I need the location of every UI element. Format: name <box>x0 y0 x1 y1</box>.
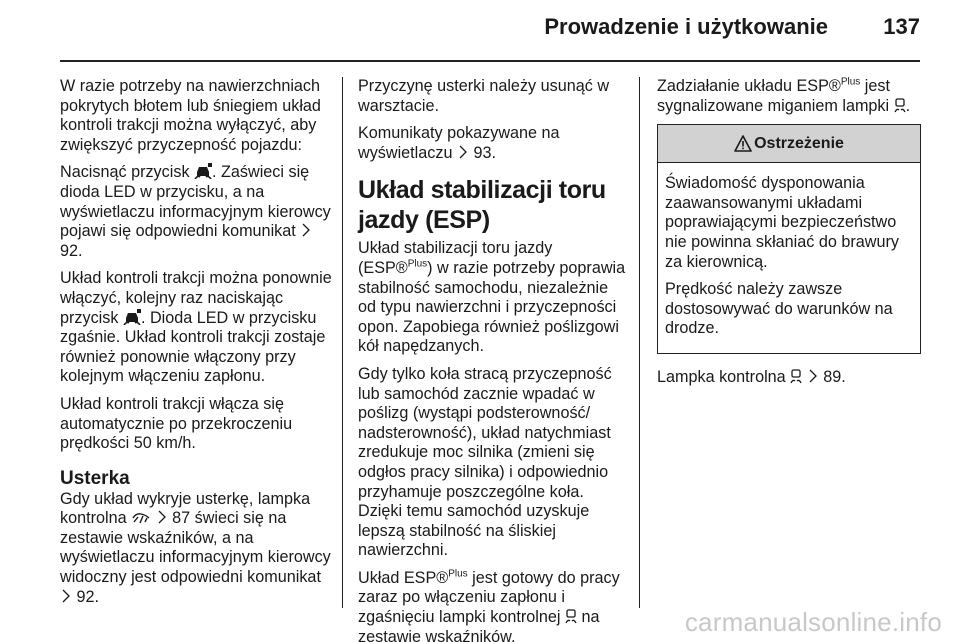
page-reference-arrow-icon <box>156 510 168 524</box>
text: Układ stabilizacji toru jazdy (ESP® <box>358 239 553 277</box>
warning-header <box>658 125 920 163</box>
traction-control-off-icon <box>194 163 212 179</box>
text: jest sygnalizowane miganiem lampki <box>657 77 894 115</box>
esp-lamp-icon <box>894 98 906 113</box>
paragraph <box>358 239 628 357</box>
watermark: carmanualsonline.info <box>684 607 942 637</box>
text: Lampka kontrolna <box>657 367 791 386</box>
warning-title: Ostrzeżenie <box>754 134 844 152</box>
warning-body <box>658 163 920 353</box>
paragraph <box>657 368 921 388</box>
text: Nacisnąć przycisk <box>60 163 195 182</box>
column-1 <box>60 77 332 615</box>
text: ) w razie potrzeby poprawia stabilność samochodu, niezależnie od typu nawierzchni i przyczepności opon. Zapobiega również poślizgowi kół napędzanych. <box>358 258 626 356</box>
paragraph <box>60 163 332 261</box>
superscript: Plus <box>407 258 428 270</box>
text: 87 świeci się na zestawie wskaźników, a na wyświetlaczu informacyjnym kierowcy widoczny jest odpowiedni komunikat <box>60 509 331 587</box>
paragraph: Układ kontroli trakcji włącza się automatycznie po przekroczeniu prędkości 50 km/h. <box>60 394 293 453</box>
column-3 <box>657 77 921 396</box>
superscript: Plus <box>840 76 861 88</box>
fault-heading: Usterka <box>60 467 130 489</box>
column-divider-2 <box>639 77 640 608</box>
traction-control-off-icon <box>123 309 141 325</box>
text: Układ ESP® <box>358 568 449 587</box>
column-divider-1 <box>342 77 343 608</box>
paragraph <box>60 490 332 608</box>
text: na zestawie wskaźników. <box>358 608 600 642</box>
text: . Dioda LED w przycisku zgaśnie. Układ kontroli trakcji zostaje również ponownie włączony przy kolejnym włączeniu zapłonu. <box>60 308 326 386</box>
page-reference-arrow-icon <box>807 369 819 383</box>
esp-lamp-icon <box>790 369 802 384</box>
section-heading: Układ stabilizacji toru jazdy (ESP) <box>358 176 606 235</box>
text: . <box>905 96 911 115</box>
header-title: Prowadzenie i użytkowanie <box>544 14 828 39</box>
paragraph <box>358 124 628 163</box>
text: Zadziałanie układu ESP® <box>657 77 841 95</box>
page-number: 137 <box>883 14 920 39</box>
warning-box <box>657 124 921 354</box>
text: Układ kontroli trakcji można ponownie włączyć, kolejny raz naciskając przycisk <box>60 269 332 327</box>
paragraph: W razie potrzeby na nawierzchniach pokrytych błotem lub śniegiem układ kontroli trakcji można wyłączyć, aby zwiększyć przyczepność pojazdu: <box>60 77 321 154</box>
page-reference[interactable]: 92. <box>76 587 100 606</box>
paragraph <box>358 569 628 642</box>
warning-triangle-icon <box>734 135 752 152</box>
paragraph: Prędkość należy zawsze dostosowywać do warunków na drodze. <box>665 280 893 338</box>
page-header <box>0 0 960 62</box>
esp-lamp-icon <box>565 609 577 624</box>
paragraph <box>657 77 921 116</box>
page-reference-arrow-icon <box>300 223 312 237</box>
paragraph: Świadomość dysponowania zaawansowanymi układami poprawiającymi bezpieczeństwo nie powinna skłaniać do brawury za kierownicą. <box>665 174 899 271</box>
page-reference[interactable]: 93. <box>473 143 496 162</box>
header-rule <box>60 60 920 62</box>
paragraph: Przyczynę usterki należy usunąć w warsztacie. <box>358 77 610 115</box>
page-reference[interactable]: 92. <box>60 241 83 260</box>
page-reference[interactable]: 89. <box>823 367 846 386</box>
superscript: Plus <box>448 568 468 580</box>
page-reference-arrow-icon <box>457 145 469 159</box>
paragraph: Gdy tylko koła stracą przyczepność lub samochód zacznie wpadać w poślizg (wystąpi podsterowność/ nadsterowność), układ natychmiast zredukuje moc silnika (zmieni się odgłos pracy silnika) i odpowiednio przyhamuje poszczególne koła. Dzięki temu samochód uzyskuje lepszą stabilność na śliskiej nawierzchni. <box>358 364 612 560</box>
paragraph <box>60 269 332 387</box>
page-reference-arrow-icon <box>60 589 72 603</box>
text: jest gotowy do pracy zaraz po włączeniu zapłonu i zgaśnięciu lampki kontrolnej <box>358 568 620 627</box>
text: Komunikaty pokazywane na wyświetlaczu <box>358 124 560 162</box>
traction-control-warning-icon <box>131 511 151 525</box>
text: Gdy układ wykryje usterkę, lampka kontrolna <box>60 489 311 528</box>
column-2 <box>358 77 628 642</box>
text: . Zaświeci się dioda LED w przycisku, a na wyświetlaczu informacyjnym kierowcy pojawi się odpowiedni komunikat <box>60 163 331 241</box>
